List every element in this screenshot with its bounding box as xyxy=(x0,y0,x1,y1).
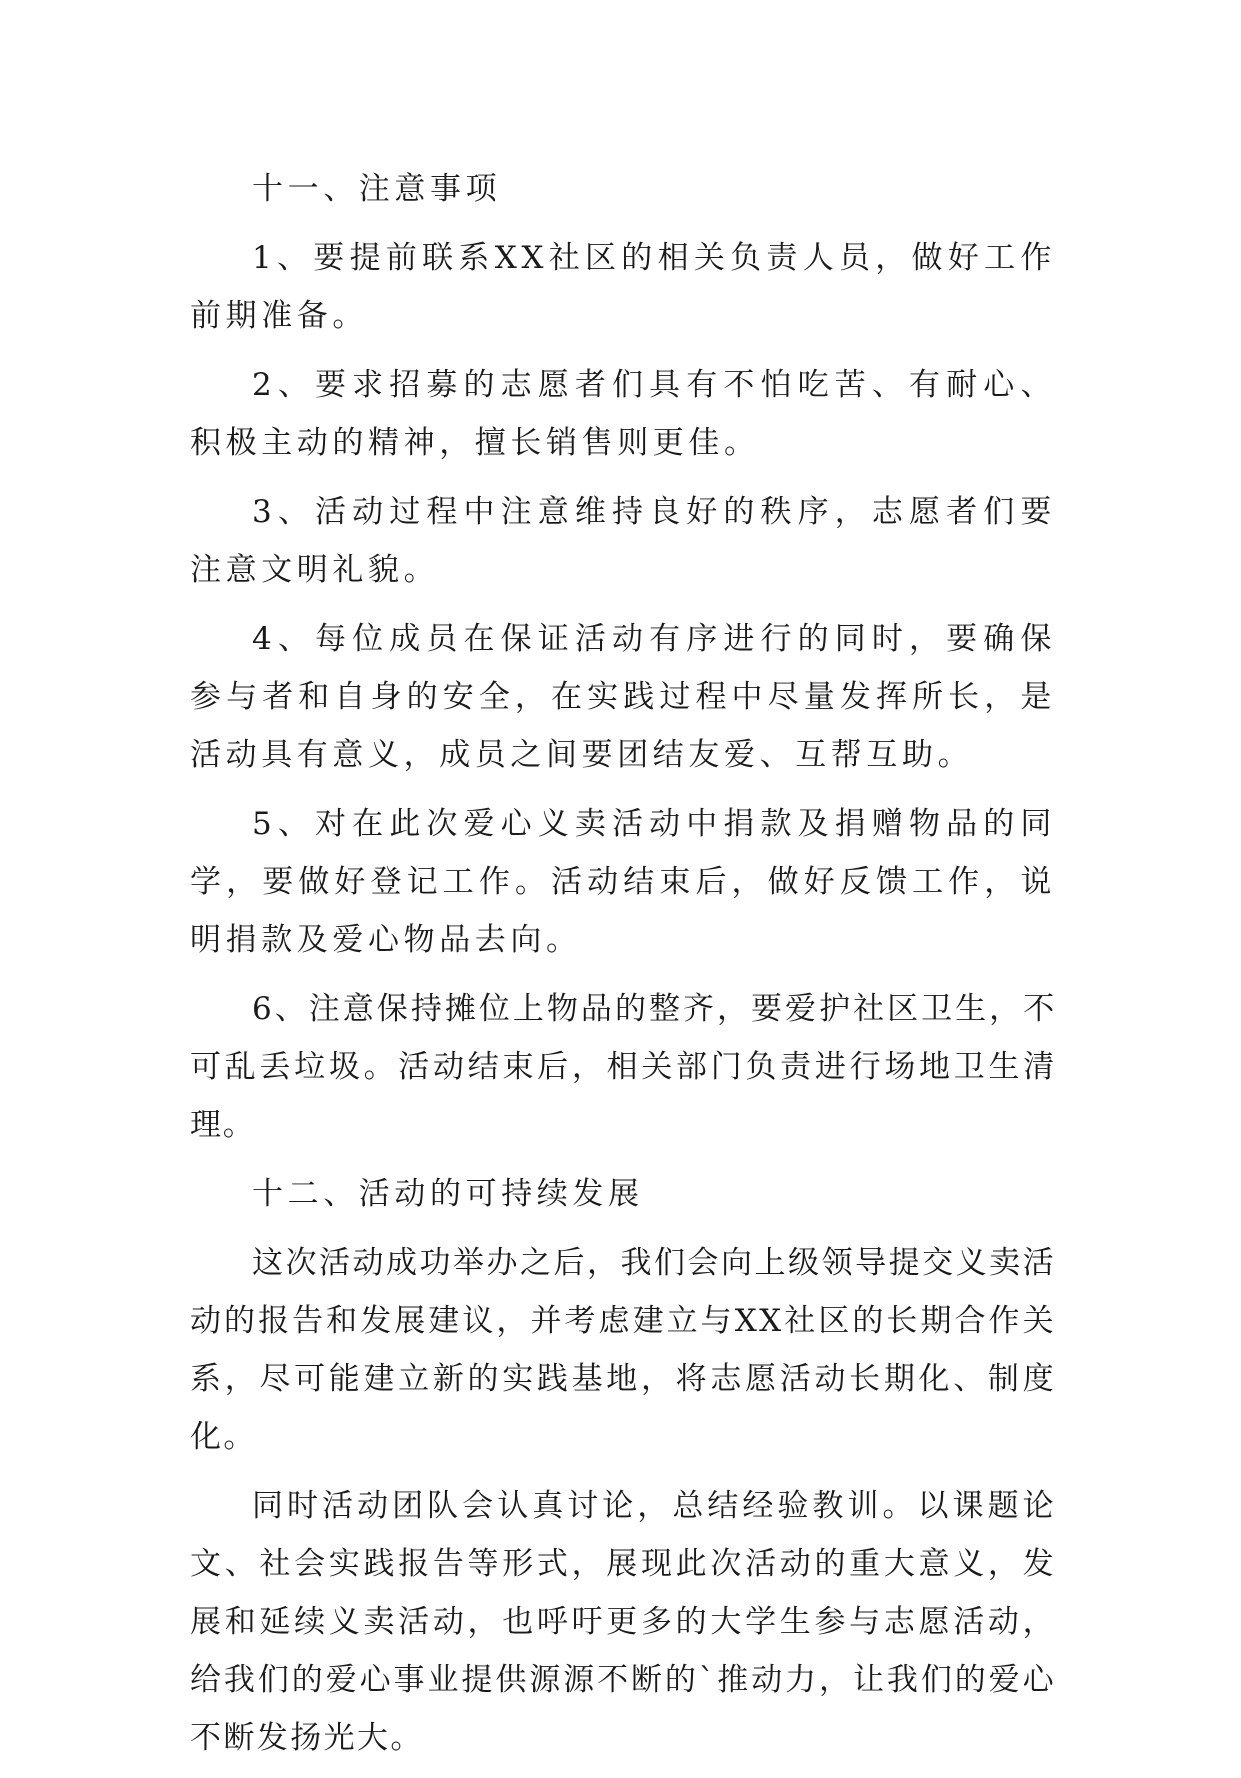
paragraph-sustainability-2: 同时活动团队会认真讨论，总结经验教训。以课题论文、社会实践报告等形式，展现此次活动的重大意义，发展和延续义卖活动，也呼吁更多的大学生参与志愿活动，给我们的爱心事业提供源源不断的`推动力，让我们的爱心不断发扬光大。 xyxy=(190,1488,1056,1756)
document-body xyxy=(190,160,1056,1778)
paragraph-item-3: 3、活动过程中注意维持良好的秩序，志愿者们要注意文明礼貌。 xyxy=(190,494,1056,588)
section-heading-sustainability: 十二、活动的可持续发展 xyxy=(252,1176,644,1212)
paragraph-item-2: 2、要求招募的志愿者们具有不怕吃苦、有耐心、积极主动的精神，擅长销售则更佳。 xyxy=(190,367,1056,461)
section-heading-precautions: 十一、注意事项 xyxy=(252,171,502,207)
paragraph-item-5: 5、对在此次爱心义卖活动中捐款及捐赠物品的同学，要做好登记工作。活动结束后，做好反馈工作，说明捐款及爱心物品去向。 xyxy=(190,806,1056,958)
paragraph-sustainability-1: 这次活动成功举办之后，我们会向上级领导提交义卖活动的报告和发展建议，并考虑建立与XX社区的长期合作关系，尽可能建立新的实践基地，将志愿活动长期化、制度化。 xyxy=(190,1245,1056,1455)
paragraph-item-4: 4、每位成员在保证活动有序进行的同时，要确保参与者和自身的安全，在实践过程中尽量发挥所长，是活动具有意义，成员之间要团结友爱、互帮互助。 xyxy=(190,621,1056,773)
paragraph-item-6: 6、注意保持摊位上物品的整齐，要爱护社区卫生，不可乱丢垃圾。活动结束后，相关部门负责进行场地卫生清理。 xyxy=(190,991,1056,1143)
paragraph-item-1: 1、要提前联系XX社区的相关负责人员，做好工作前期准备。 xyxy=(190,240,1056,334)
